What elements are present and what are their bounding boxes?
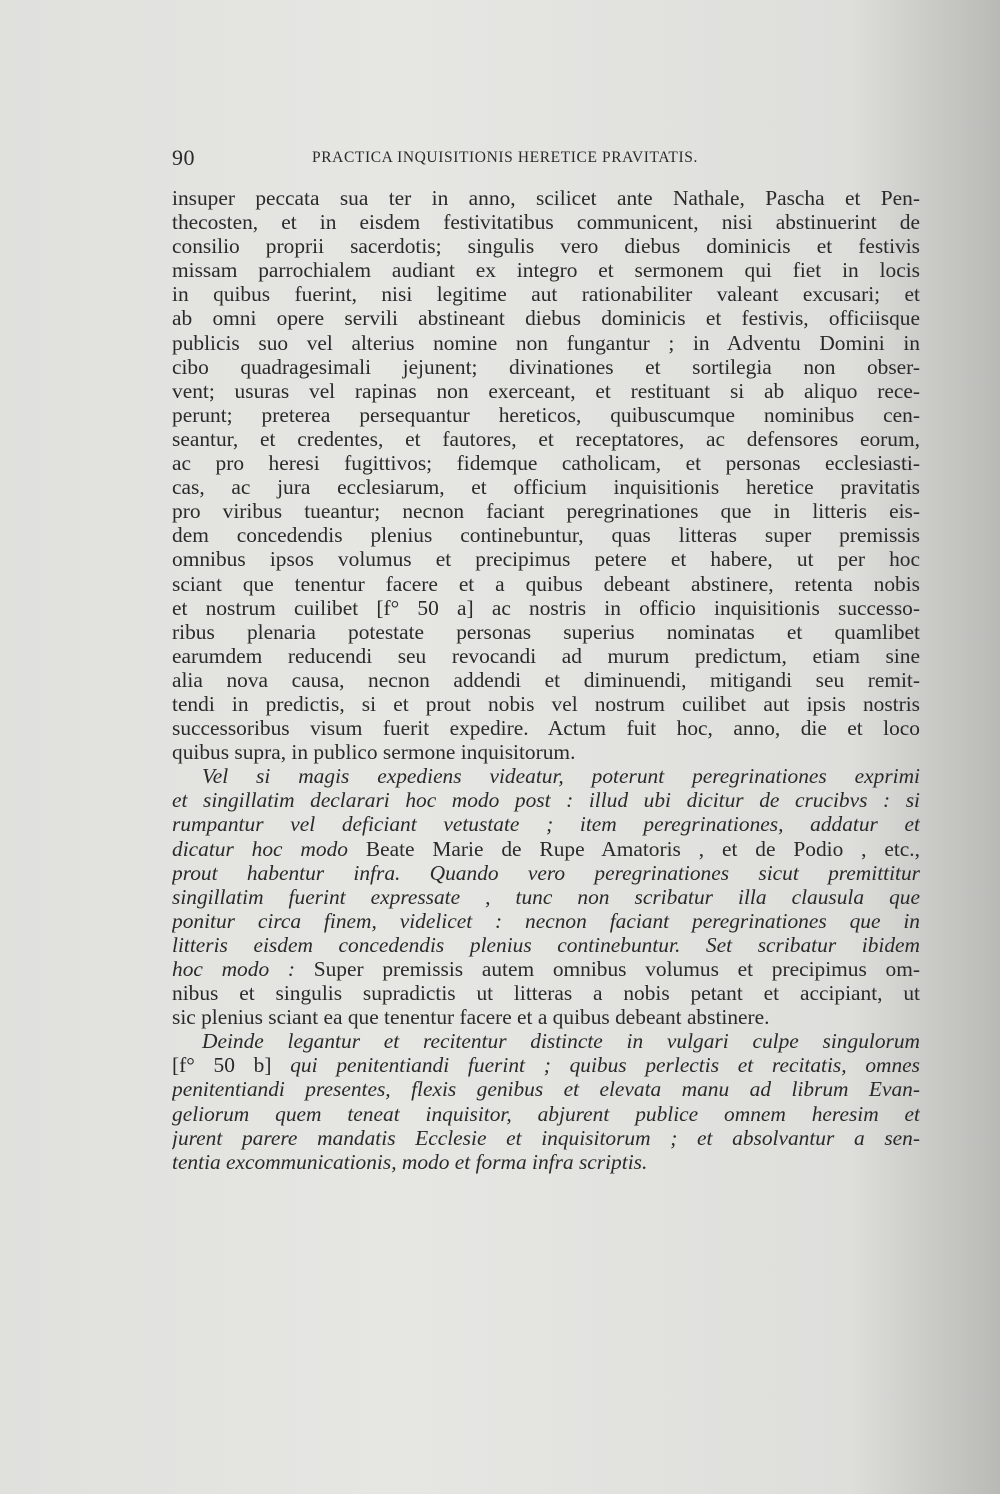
italic-text: prout habentur infra. Quando vero peregrinationes sicut premittitur <box>172 860 920 885</box>
text-line: seantur, et credentes, et fautores, et receptatores, ac defensores eorum, <box>172 426 920 451</box>
text-line: omnibus ipsos volumus et precipimus petere et habere, ut per hoc <box>172 547 920 572</box>
text-line <box>172 837 920 861</box>
text-line: earumdem reducendi seu revocandi ad murum predictum, etiam sine <box>172 643 920 668</box>
roman-text: Beate Marie de Rupe Amatoris , et de Podio , etc., <box>347 836 920 861</box>
text-line: in quibus fuerint, nisi legitime aut rationabiliter valeant excusari; et <box>172 282 920 307</box>
text-line: missam parrochialem audiant ex integro et sermonem qui fiet in locis <box>172 258 920 283</box>
text-line: ac pro heresi fugittivos; fidemque catholicam, et personas ecclesiasti- <box>172 451 920 476</box>
italic-text: Vel si magis expediens videatur, poterunt peregrinationes exprimi <box>202 764 920 789</box>
text-line <box>172 788 920 812</box>
text-line: quibus supra, in publico sermone inquisitorum. <box>172 740 576 765</box>
text-line: ab omni opere servili abstineant diebus dominicis et festivis, officiisque <box>172 306 920 331</box>
text-line <box>172 861 920 885</box>
text-line: successoribus visum fuerit expedire. Actum fuit hoc, anno, die et loco <box>172 716 920 741</box>
text-line: cibo quadragesimali jejunent; divinationes et sortilegia non obser- <box>172 354 920 379</box>
text-line <box>172 885 920 909</box>
roman-text: Super premissis autem omnibus volumus et precipimus om- <box>294 957 920 981</box>
text-line: et nostrum cuilibet [f° 50 a] ac nostris in officio inquisitionis successo- <box>172 595 920 620</box>
text-line: sic plenius sciant ea que tenentur facere et a quibus debeant abstinere. <box>172 1005 770 1030</box>
italic-text: rumpantur vel deficiant vetustate ; item peregrinationes, addatur et <box>172 812 920 837</box>
text-line <box>172 1126 920 1150</box>
italic-text: tentia excommunicationis, modo et forma infra scriptis. <box>172 1149 648 1174</box>
italic-text: singillatim fuerint expressate , tunc non scribatur illa clausula que <box>172 884 920 909</box>
text-line: vent; usuras vel rapinas non exerceant, et restituant si ab aliquo rece- <box>172 378 920 403</box>
italic-text: penitentiandi presentes, flexis genibus et elevata manu ad librum Evan- <box>172 1077 920 1102</box>
running-title: PRACTICA INQUISITIONIS HERETICE PRAVITATIS. <box>312 149 698 166</box>
text-line: nibus et singulis supradictis ut litteras a nobis petant et accipiant, ut <box>172 981 920 1006</box>
text-line: ribus plenaria potestate personas superius nominatas et quamlibet <box>172 619 920 644</box>
text-line: consilio proprii sacerdotis; singulis vero diebus dominicis et festivis <box>172 234 920 259</box>
italic-text: jurent parere mandatis Ecclesie et inquisitorum ; et absolvantur a sen- <box>172 1125 920 1150</box>
italic-text: qui penitentiandi fuerint ; quibus perlectis et recitatis, omnes <box>271 1053 920 1078</box>
italic-text: dicatur hoc modo <box>172 836 348 861</box>
italic-text: hoc modo : <box>172 957 295 981</box>
body-text <box>172 186 920 1174</box>
italic-text: ponitur circa finem, videlicet : necnon faciant peregrinationes que in <box>172 908 920 933</box>
italic-text: Deinde legantur et recitentur distincte in vulgari culpe singulorum <box>202 1029 920 1054</box>
text-line: perunt; preterea persequantur hereticos, quibuscumque nominibus cen- <box>172 402 920 427</box>
text-line: tendi in predictis, si et prout nobis vel nostrum cuilibet aut ipsis nostris <box>172 691 920 716</box>
text-line: publicis suo vel alterius nomine non fungantur ; in Adventu Domini in <box>172 330 920 355</box>
text-line <box>172 1053 920 1077</box>
italic-text: geliorum quem teneat inquisitor, abjurent publice omnem heresim et <box>172 1101 920 1126</box>
text-line: insuper peccata sua ter in anno, scilicet ante Nathale, Pascha et Pen- <box>172 186 920 210</box>
text-line <box>172 1077 920 1101</box>
text-line: pro viribus tueantur; necnon faciant peregrinationes que in litteris eis- <box>172 499 920 524</box>
page-number: 90 <box>172 145 195 170</box>
text-line: alia nova causa, necnon addendi et diminuendi, mitigandi seu remit- <box>172 667 920 692</box>
italic-text: et singillatim declarari hoc modo post : illud ubi dicitur de crucibvs : si <box>172 788 920 813</box>
text-line: thecosten, et in eisdem festivitatibus communicent, nisi abstinuerint de <box>172 210 920 235</box>
text-line <box>172 957 920 981</box>
text-line: sciant que tenentur facere et a quibus debeant abstinere, retenta nobis <box>172 571 920 596</box>
text-line <box>172 933 920 957</box>
text-line <box>172 812 920 836</box>
folio-reference: [f° 50 b] <box>172 1053 272 1078</box>
page-header <box>172 145 922 173</box>
text-line <box>172 1029 920 1053</box>
text-line: cas, ac jura ecclesiarum, et officium inquisitionis heretice pravitatis <box>172 475 920 500</box>
text-line <box>172 909 920 933</box>
text-line <box>172 1102 920 1126</box>
text-line: dem concedendis plenius continebuntur, quas litteras super premissis <box>172 523 920 548</box>
text-line <box>172 764 920 788</box>
text-line <box>172 1150 920 1174</box>
italic-text: litteris eisdem concedendis plenius continebuntur. Set scribatur ibidem <box>172 932 920 957</box>
